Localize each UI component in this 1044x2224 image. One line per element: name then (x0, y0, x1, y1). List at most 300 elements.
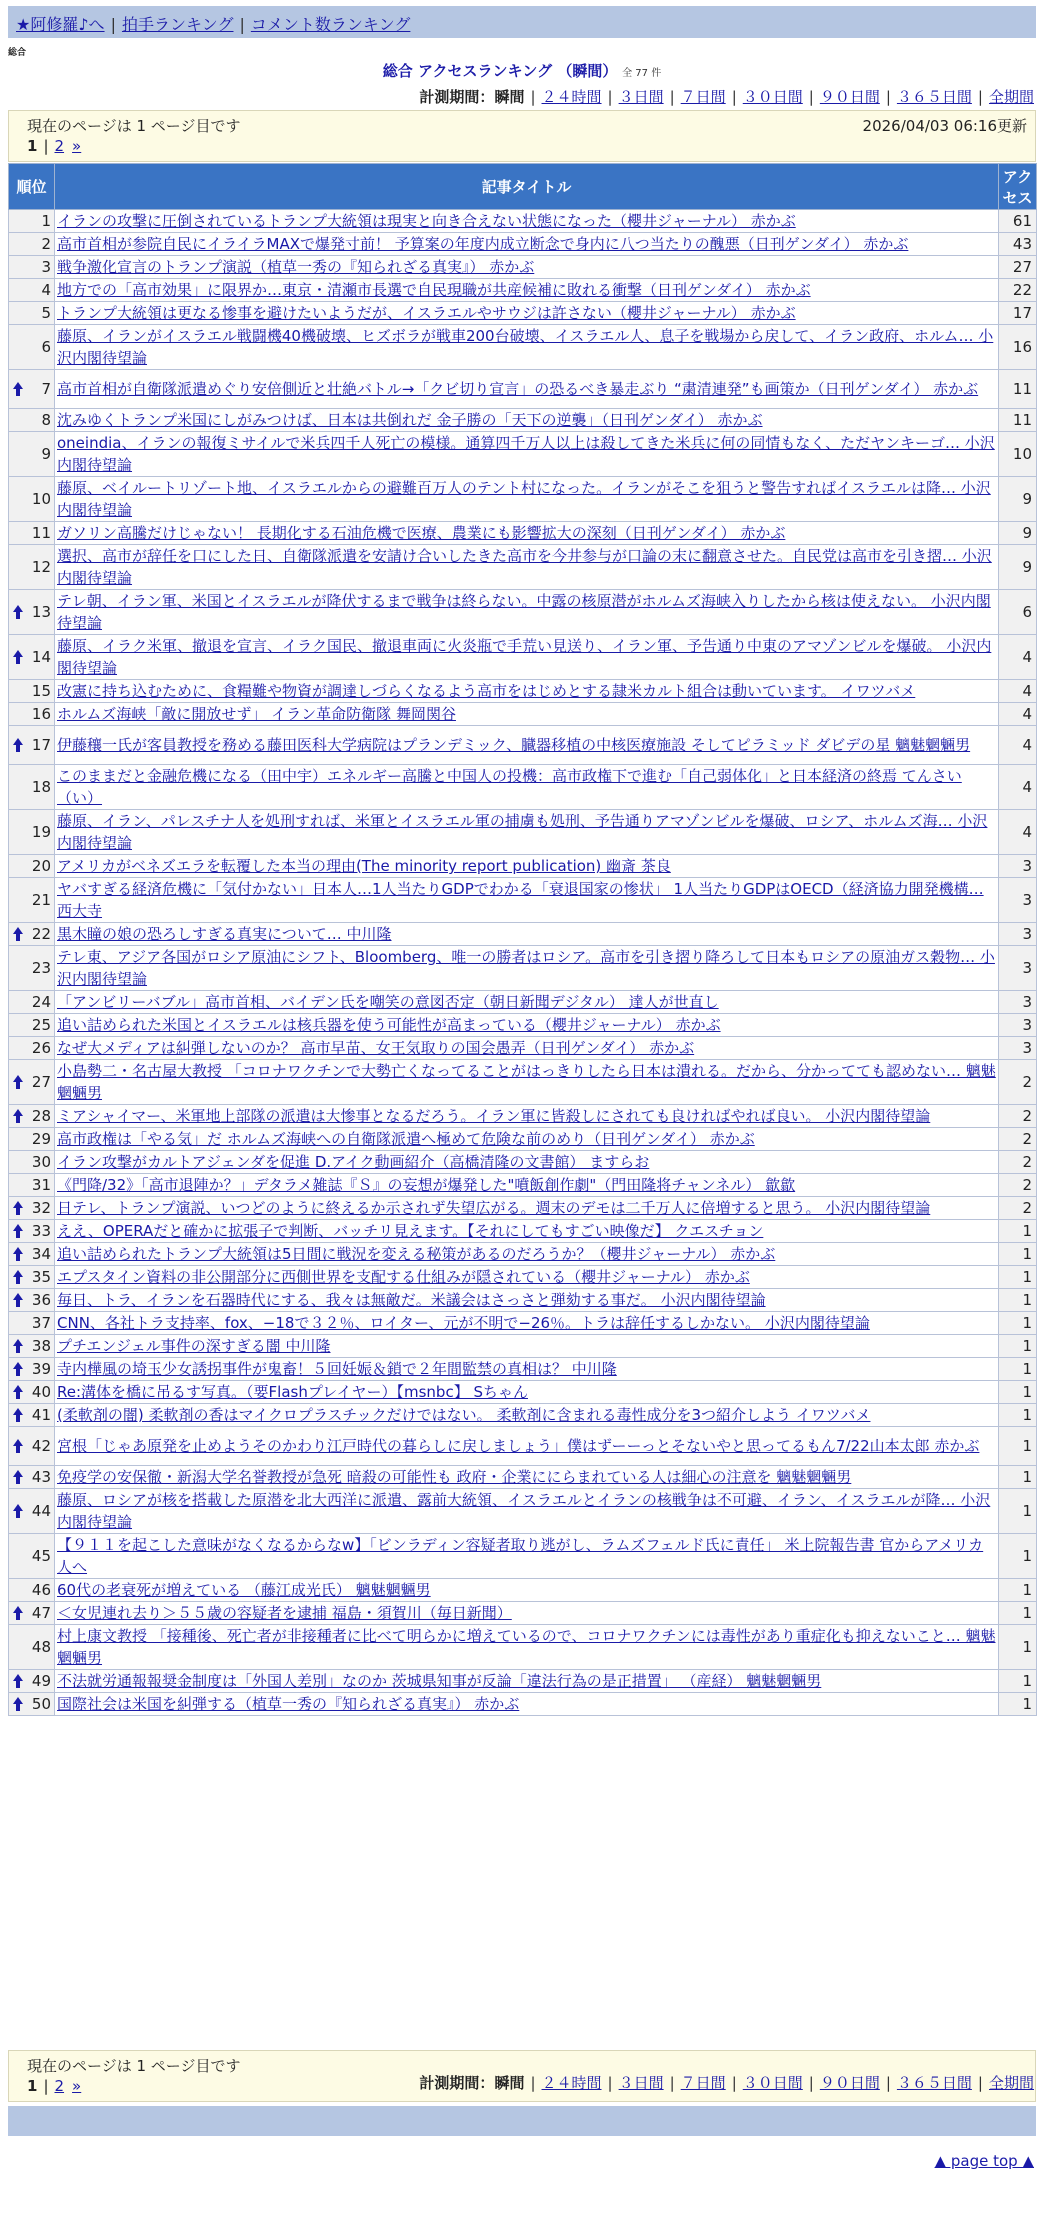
table-row (9, 1174, 1037, 1197)
article-link[interactable]: 村上康文教授 「接種後、死亡者が非接種者に比べて明らかに増えているので、コロナワクチンには毒性があり重症化も抑えないこと… 魑魅魍魎男 (57, 1627, 996, 1667)
article-link[interactable]: 【９１１を起こした意味がなくなるからなw】「ビンラディン容疑者取り逃がし、ラムズフェルド氏に責任」 米上院報告書 官からアメリカ人へ (57, 1536, 984, 1576)
table-row (9, 370, 1037, 409)
access-count: 1 (999, 1335, 1037, 1358)
rank-cell (9, 210, 55, 233)
rank-cell (9, 1243, 55, 1266)
table-row (9, 1693, 1037, 1716)
pagination (27, 2077, 81, 2095)
access-count: 1 (999, 1466, 1037, 1489)
rank-cell (9, 1197, 55, 1220)
article-link[interactable]: テレ東、アジア各国がロシア原油にシフト、Bloomberg、唯一の勝者はロシア。高市を引き摺り降ろして日本もロシアの原油ガス穀物… 小沢内閣待望論 (57, 948, 995, 988)
access-count: 2 (999, 1060, 1037, 1105)
rank-number: 33 (31, 1222, 51, 1240)
article-link[interactable]: イラン攻撃がカルトアジェンダを促進 D.アイク動画紹介（高橋清隆の文書館） ますらお (57, 1153, 650, 1171)
article-link[interactable]: 免疫学の安保徹・新潟大学名誉教授が急死 暗殺の可能性も 政府・企業ににらまれている人は細心の注意を 魑魅魍魎男 (57, 1468, 852, 1486)
access-count: 16 (999, 325, 1037, 370)
ranking-table (8, 163, 1037, 1716)
access-count: 1 (999, 1312, 1037, 1335)
table-row (9, 765, 1037, 810)
access-count: 1 (999, 1625, 1037, 1670)
title-cell (55, 1128, 999, 1151)
title-cell (55, 635, 999, 680)
access-count: 22 (999, 279, 1037, 302)
page-title: 総合 アクセスランキング （瞬間） (382, 62, 618, 80)
rank-cell (9, 1358, 55, 1381)
access-count: 2 (999, 1151, 1037, 1174)
rank-number: 13 (31, 603, 51, 621)
access-count: 1 (999, 1602, 1037, 1625)
period-separator: | (607, 88, 613, 106)
period-link[interactable]: ７日間 (680, 2074, 726, 2092)
rank-number: 38 (31, 1337, 51, 1355)
access-count: 3 (999, 991, 1037, 1014)
article-link[interactable]: ホルムズ海峡「敵に開放せず」 イラン革命防衛隊 舞岡関谷 (57, 705, 456, 723)
period-link[interactable]: ３６５日間 (896, 2074, 972, 2092)
access-count: 4 (999, 680, 1037, 703)
rank-cell (9, 635, 55, 680)
title-cell (55, 923, 999, 946)
article-link[interactable]: ええ、OPERAだと確かに拡張子で判断、バッチリ見えます。【それにしてもすごい映像だ】 クエスチョン (57, 1222, 764, 1240)
access-count: 1 (999, 1243, 1037, 1266)
rank-cell (9, 726, 55, 765)
rank-number: 8 (41, 411, 51, 429)
table-row (9, 1381, 1037, 1404)
rank-number: 5 (41, 304, 51, 322)
period-link[interactable]: ７日間 (680, 88, 726, 106)
rank-number: 18 (31, 778, 51, 796)
access-count: 9 (999, 522, 1037, 545)
rank-number: 16 (31, 705, 51, 723)
article-link[interactable]: 戦争激化宣言のトランプ演説（植草一秀の『知られざる真実』） 赤かぶ (57, 258, 535, 276)
access-count: 27 (999, 256, 1037, 279)
access-count: 4 (999, 726, 1037, 765)
title-cell (55, 1037, 999, 1060)
rank-number: 41 (31, 1406, 51, 1424)
title-cell (55, 233, 999, 256)
access-count: 2 (999, 1197, 1037, 1220)
nav-separator: | (239, 15, 245, 34)
access-count: 1 (999, 1266, 1037, 1289)
table-row (9, 590, 1037, 635)
rank-cell (9, 703, 55, 726)
article-link[interactable]: ＜女児連れ去り＞５５歳の容疑者を逮捕 福島・須賀川（毎日新聞） (57, 1604, 512, 1622)
category-tag: 総合 (8, 48, 27, 58)
table-row (9, 1358, 1037, 1381)
table-row (9, 923, 1037, 946)
title-cell (55, 1266, 999, 1289)
article-link[interactable]: 藤原、イランがイスラエル戦闘機40機破壊、ヒズボラが戦車200台破壊、イスラエル人、息子を戦場から戻して、イラン政府、ホルム… 小沢内閣待望論 (57, 327, 994, 367)
pagination (27, 137, 81, 155)
access-count: 11 (999, 370, 1037, 409)
title-cell (55, 765, 999, 810)
access-count: 1 (999, 1534, 1037, 1579)
ranking-rows (9, 210, 1037, 1716)
page-1-current: 1 (27, 2077, 38, 2095)
article-link[interactable]: なぜ大メディアは糾弾しないのか？ 高市早苗、女王気取りの国会愚弄（日刊ゲンダイ） 赤かぶ (57, 1039, 695, 1057)
title-cell (55, 590, 999, 635)
rank-number: 11 (31, 524, 51, 542)
rank-cell (9, 991, 55, 1014)
rank-number: 19 (31, 823, 51, 841)
rank-cell (9, 1693, 55, 1716)
table-row (9, 1105, 1037, 1128)
rank-number: 6 (41, 338, 51, 356)
rank-number: 30 (31, 1153, 51, 1171)
article-link[interactable]: プチエンジェル事件の深すぎる闇 中川隆 (57, 1337, 331, 1355)
table-row (9, 1037, 1037, 1060)
article-link[interactable]: 毎日、トラ、イランを石器時代にする、我々は無敵だ。米議会はさっさと弾劾する事だ。 小沢内閣待望論 (57, 1291, 766, 1309)
rank-number: 3 (41, 258, 51, 276)
article-link[interactable]: 高市首相が参院自民にイライラMAXで爆発寸前！ 予算案の年度内成立断念で身内に八つ当たりの醜悪（日刊ゲンダイ） 赤かぶ (57, 235, 909, 253)
access-count: 6 (999, 590, 1037, 635)
title-cell (55, 1466, 999, 1489)
rank-number: 31 (31, 1176, 51, 1194)
period-separator: | (530, 88, 536, 106)
title-cell (55, 1625, 999, 1670)
table-row (9, 302, 1037, 325)
access-count: 3 (999, 946, 1037, 991)
period-separator: | (530, 2074, 536, 2092)
rank-cell (9, 1037, 55, 1060)
period-link[interactable]: ３０日間 (742, 88, 803, 106)
title-cell (55, 1335, 999, 1358)
article-link[interactable]: 藤原、ロシアが核を搭載した原潜を北大西洋に派遣、露前大統領、イスラエルとイランの核戦争は不可避、イラン、イスラエルが降… 小沢内閣待望論 (57, 1491, 991, 1531)
rank-cell (9, 545, 55, 590)
article-link[interactable]: 選択、高市が辞任を口にした日、自衛隊派遣を安請け合いしたきた高市を今井参与が口論の末に翻意させた。自民党は高市を引き摺… 小沢内閣待望論 (57, 547, 992, 587)
access-count: 1 (999, 1404, 1037, 1427)
article-link[interactable]: Re:溝体を橋に吊るす写真。（要Flashプレイヤー）【msnbc】 Sちゃん (57, 1383, 528, 1401)
access-count: 17 (999, 302, 1037, 325)
table-row (9, 432, 1037, 477)
rank-number: 26 (31, 1039, 51, 1057)
access-count: 2 (999, 1174, 1037, 1197)
table-row (9, 1197, 1037, 1220)
rank-cell (9, 1174, 55, 1197)
title-cell (55, 325, 999, 370)
rank-number: 15 (31, 682, 51, 700)
article-link[interactable]: 不法就労通報報奨金制度は「外国人差別」なのか 茨城県知事が反論「違法行為の是正措置」 （産経） 魑魅魍魎男 (57, 1672, 822, 1690)
rank-number: 34 (31, 1245, 51, 1263)
table-row (9, 855, 1037, 878)
rank-cell (9, 590, 55, 635)
rank-number: 43 (31, 1468, 51, 1486)
period-link[interactable]: ９０日間 (819, 88, 880, 106)
access-count: 4 (999, 765, 1037, 810)
article-link[interactable]: 追い詰められた米国とイスラエルは核兵器を使う可能性が高まっている（櫻井ジャーナル） 赤かぶ (57, 1016, 721, 1034)
rank-number: 29 (31, 1130, 51, 1148)
article-link[interactable]: ガソリン高騰だけじゃない！ 長期化する石油危機で医療、農業にも影響拡大の深刻（日刊ゲンダイ） 赤かぶ (57, 524, 786, 542)
access-count: 4 (999, 703, 1037, 726)
title-cell (55, 1312, 999, 1335)
table-row (9, 256, 1037, 279)
period-separator: | (607, 2074, 613, 2092)
article-link[interactable]: 高市政権は「やる気」だ ホルムズ海峡への自衛隊派遣へ極めて危険な前のめり（日刊ゲンダイ） 赤かぶ (57, 1130, 755, 1148)
table-row (9, 680, 1037, 703)
title-cell (55, 1534, 999, 1579)
rank-number: 23 (31, 959, 51, 977)
updated-time: 2026/04/03 06:16更新 (862, 117, 1027, 135)
table-row (9, 1579, 1037, 1602)
period-selector-top (419, 86, 1034, 107)
table-row (9, 1466, 1037, 1489)
article-link[interactable]: 小島勢二・名古屋大教授 「コロナワクチンで大勢亡くなってることがはっきりしたら日本は潰れる。だから、分かってても認めない… 魑魅魍魎男 (57, 1062, 996, 1102)
rank-cell (9, 810, 55, 855)
article-link[interactable]: このままだと金融危機になる（田中宇）エネルギー高騰と中国人の投機：高市政権下で進む「自己弱体化」と日本経済の終焉 てんさい（い） (57, 767, 962, 807)
access-count: 9 (999, 545, 1037, 590)
title-cell (55, 1693, 999, 1716)
current-page-text: 現在のページは 1 ページ目です (27, 2057, 241, 2075)
period-separator: | (977, 2074, 983, 2092)
title-cell (55, 522, 999, 545)
article-link[interactable]: 沈みゆくトランプ米国にしがみつけば、日本は共倒れだ 金子勝の「天下の逆襲」（日刊ゲンダイ） 赤かぶ (57, 411, 763, 429)
access-count: 4 (999, 810, 1037, 855)
table-row (9, 635, 1037, 680)
access-count: 2 (999, 1105, 1037, 1128)
article-link[interactable]: 藤原、ベイルートリゾート地、イスラエルからの避難百万人のテント村になった。イランがそこを狙うと警告すればイスラエルは降… 小沢内閣待望論 (57, 479, 991, 519)
table-row (9, 1489, 1037, 1534)
title-cell (55, 256, 999, 279)
title-cell (55, 703, 999, 726)
title-cell (55, 1243, 999, 1266)
period-separator: | (885, 88, 891, 106)
rank-cell (9, 370, 55, 409)
table-row (9, 1534, 1037, 1579)
table-row (9, 1625, 1037, 1670)
rank-number: 21 (31, 891, 51, 909)
access-count: 1 (999, 1670, 1037, 1693)
article-link[interactable]: アメリカがベネズエラを転覆した本当の理由(The minority report publication) 幽斎 茶良 (57, 857, 671, 875)
period-link[interactable]: ３日間 (618, 88, 664, 106)
title-cell (55, 946, 999, 991)
rank-cell (9, 878, 55, 923)
table-row (9, 703, 1037, 726)
rank-cell (9, 923, 55, 946)
article-link[interactable]: 藤原、イラク米軍、撤退を宣言、イラク国民、撤退車両に火炎瓶で手荒い見送り、イラン軍、予告通り中東のアマゾンビルを爆破。 小沢内閣待望論 (57, 637, 992, 677)
access-count: 3 (999, 1037, 1037, 1060)
rank-cell (9, 855, 55, 878)
access-count: 3 (999, 923, 1037, 946)
footer-bar (8, 2106, 1036, 2136)
article-link[interactable]: 60代の老衰死が増えている （藤江成光氏） 魑魅魍魎男 (57, 1581, 431, 1599)
title-cell (55, 1427, 999, 1466)
period-link[interactable]: ３日間 (618, 2074, 664, 2092)
period-link[interactable]: ３０日間 (742, 2074, 803, 2092)
article-link[interactable]: 寺内樺風の埼玉少女誘拐事件が鬼畜！５回妊娠＆鎖で２年間監禁の真相は？ 中川隆 (57, 1360, 617, 1378)
article-link[interactable]: (柔軟剤の闇) 柔軟剤の香はマイクロプラスチックだけではない。 柔軟剤に含まれる毒性成分を3つ紹介しよう イワツバメ (57, 1406, 871, 1424)
article-link[interactable]: 黒木瞳の娘の恐ろしすぎる真実について… 中川隆 (57, 925, 392, 943)
title-cell (55, 1404, 999, 1427)
access-count: 1 (999, 1427, 1037, 1466)
rank-cell (9, 432, 55, 477)
applause-ranking-link[interactable]: 拍手ランキング (121, 15, 234, 34)
page-1-current: 1 (27, 137, 38, 155)
article-link[interactable]: 日テレ、トランプ演説、いつどのように終えるか示されず失望広がる。週末のデモは二千万人に倍増すると思う。 小沢内閣待望論 (57, 1199, 931, 1217)
article-link[interactable]: テレ朝、イラン軍、米国とイスラエルが降伏するまで戦争は終らない。中露の核原潜がホルムズ海峡入りしたから核は使えない。 小沢内閣待望論 (57, 592, 991, 632)
article-link[interactable]: イランの攻撃に圧倒されているトランプ大統領は現実と向き合えない状態になった（櫻井ジャーナル） 赤かぶ (57, 212, 796, 230)
rank-cell (9, 233, 55, 256)
article-link[interactable]: oneindia、イランの報復ミサイルで米兵四千人死亡の模様。通算四千万人以上は殺してきた米兵に何の同情もなく、ただヤンキーゴ… 小沢内閣待望論 (57, 434, 995, 474)
rank-cell (9, 279, 55, 302)
rank-number: 22 (31, 925, 51, 943)
rank-cell (9, 1335, 55, 1358)
article-link[interactable]: 高市首相が自衛隊派遣めぐり安倍側近と壮絶バトル→「クビ切り宣言」の恐るべき暴走ぶり “粛清連発”も画策か（日刊ゲンダイ） 赤かぶ (57, 380, 979, 398)
rank-cell (9, 1381, 55, 1404)
rank-cell (9, 1014, 55, 1037)
title-cell (55, 810, 999, 855)
comment-ranking-link[interactable]: コメント数ランキング (250, 15, 411, 34)
title-cell (55, 1197, 999, 1220)
access-count: 3 (999, 855, 1037, 878)
rank-cell (9, 477, 55, 522)
table-row (9, 1670, 1037, 1693)
rank-cell (9, 1489, 55, 1534)
table-row (9, 1014, 1037, 1037)
article-link[interactable]: 《門降/32》「高市退陣か？」デタラメ雑誌『Ｓ』の妄想が爆発した"噴飯創作劇"（門田隆将チャンネル） 歙歙 (57, 1176, 796, 1194)
access-count: 3 (999, 878, 1037, 923)
table-row (9, 991, 1037, 1014)
article-link[interactable]: 改憲に持ち込むために、食糧難や物資が調達しづらくなるよう高市をはじめとする隷米カルト組合は動いています。 イワツバメ (57, 682, 916, 700)
title-cell (55, 1174, 999, 1197)
table-row (9, 1243, 1037, 1266)
rank-cell (9, 1312, 55, 1335)
period-link[interactable]: ３６５日間 (896, 88, 972, 106)
period-link[interactable]: ２４時間 (541, 2074, 602, 2092)
article-link[interactable]: 国際社会は米国を糾弾する（植草一秀の『知られざる真実』） 赤かぶ (57, 1695, 520, 1713)
article-link[interactable]: 地方での「高市効果」に限界か…東京・清瀬市長選で自民現職が共産候補に敗れる衝撃（日刊ゲンダイ） 赤かぶ (57, 281, 811, 299)
table-row (9, 1312, 1037, 1335)
article-link[interactable]: 宮根「じゃあ原発を止めようそのかわり江戸時代の暮らしに戻しましょう」僕はずーーっとそないやと思ってるもん7/22山本太郎 赤かぶ (57, 1437, 980, 1455)
access-count: 1 (999, 1220, 1037, 1243)
page-top-link[interactable]: ▲ page top ▲ (934, 2152, 1034, 2170)
period-separator: | (731, 88, 737, 106)
table-row (9, 325, 1037, 370)
period-current: 瞬間 (494, 2074, 525, 2092)
rank-number: 12 (31, 558, 51, 576)
title-cell (55, 726, 999, 765)
article-link[interactable]: ミアシャイマー、米軍地上部隊の派遣は大惨事となるだろう。イラン軍に皆殺しにされても良ければやれば良い。 小沢内閣待望論 (57, 1107, 931, 1125)
table-row (9, 1404, 1037, 1427)
rank-cell (9, 325, 55, 370)
period-current: 瞬間 (494, 88, 525, 106)
table-row (9, 1427, 1037, 1466)
page-2-link[interactable]: 2 (54, 137, 65, 155)
rank-number: 46 (31, 1581, 51, 1599)
period-link[interactable]: 全期間 (988, 88, 1034, 106)
rank-number: 48 (31, 1638, 51, 1656)
next-page-link[interactable]: » (72, 137, 82, 155)
rank-cell (9, 765, 55, 810)
table-row (9, 1266, 1037, 1289)
rank-number: 17 (31, 736, 51, 754)
period-separator: | (808, 88, 814, 106)
article-link[interactable]: エプスタイン資料の非公開部分に西側世界を支配する仕組みが隠されている（櫻井ジャーナル） 赤かぶ (57, 1268, 750, 1286)
rank-number: 44 (31, 1502, 51, 1520)
rank-cell (9, 522, 55, 545)
rank-number: 35 (31, 1268, 51, 1286)
rank-number: 27 (31, 1073, 51, 1091)
table-row (9, 279, 1037, 302)
table-row (9, 1060, 1037, 1105)
table-row (9, 477, 1037, 522)
access-count: 9 (999, 477, 1037, 522)
access-count: 1 (999, 1381, 1037, 1404)
rank-cell (9, 680, 55, 703)
table-row (9, 1220, 1037, 1243)
rank-cell (9, 1625, 55, 1670)
article-link[interactable]: トランプ大統領は更なる惨事を避けたいようだが、イスラエルやサウジは許さない（櫻井ジャーナル） 赤かぶ (57, 304, 796, 322)
table-row (9, 409, 1037, 432)
rank-number: 10 (31, 490, 51, 508)
title-cell (55, 302, 999, 325)
table-row (9, 726, 1037, 765)
period-link[interactable]: ２４時間 (541, 88, 602, 106)
article-link[interactable]: 伊藤穰一氏が客員教授を務める藤田医科大学病院はプランデミック、臓器移植の中核医療施設 そしてピラミッド ダビデの星 魑魅魍魎男 (57, 736, 971, 754)
home-link[interactable]: ★阿修羅♪へ (16, 15, 105, 34)
table-row (9, 1602, 1037, 1625)
title-cell (55, 878, 999, 923)
rank-number: 4 (41, 281, 51, 299)
page-info-top (8, 110, 1036, 162)
rank-cell (9, 302, 55, 325)
next-page-link[interactable]: » (72, 2077, 82, 2095)
rank-number: 37 (31, 1314, 51, 1332)
access-count: 43 (999, 233, 1037, 256)
rank-cell (9, 1151, 55, 1174)
table-row (9, 233, 1037, 256)
page-separator: | (43, 2077, 49, 2095)
period-link[interactable]: ９０日間 (819, 2074, 880, 2092)
table-row (9, 545, 1037, 590)
top-nav-bar (8, 6, 1036, 38)
title-cell (55, 1105, 999, 1128)
period-separator: | (808, 2074, 814, 2092)
title-cell (55, 1579, 999, 1602)
rank-number: 42 (31, 1437, 51, 1455)
table-row (9, 1151, 1037, 1174)
nav-separator: | (110, 15, 116, 34)
rank-cell (9, 1220, 55, 1243)
rank-number: 47 (31, 1604, 51, 1622)
access-count: 1 (999, 1489, 1037, 1534)
page-2-link[interactable]: 2 (54, 2077, 65, 2095)
article-link[interactable]: CNN、各社トラ支持率、fox、−18で３２％、ロイター、元が不明で−26％。トラは辞任するしかない。 小沢内閣待望論 (57, 1314, 870, 1332)
period-separator: | (885, 2074, 891, 2092)
article-link[interactable]: 追い詰められたトランプ大統領は5日間に戦況を変える秘策があるのだろうか？（櫻井ジャーナル） 赤かぶ (57, 1245, 776, 1263)
rank-cell (9, 1427, 55, 1466)
rank-cell (9, 1534, 55, 1579)
rank-cell (9, 1266, 55, 1289)
title-cell (55, 1602, 999, 1625)
title-cell (55, 432, 999, 477)
rank-number: 1 (41, 212, 51, 230)
rank-number: 36 (31, 1291, 51, 1309)
article-link[interactable]: ヤバすぎる経済危機に「気付かない」日本人…1人当たりGDPでわかる「衰退国家の惨状」 1人当たりGDPはOECD（経済協力開発機構… 西大寺 (57, 880, 984, 920)
rank-number: 24 (31, 993, 51, 1011)
period-separator: | (731, 2074, 737, 2092)
access-header: アクセス (999, 164, 1037, 210)
title-cell (55, 1289, 999, 1312)
article-link[interactable]: 藤原、イラン、パレスチナ人を処刑すれば、米軍とイスラエル軍の捕虜も処刑、予告通りアマゾンビルを爆破、ロシア、ホルムズ海… 小沢内閣待望論 (57, 812, 988, 852)
title-cell (55, 279, 999, 302)
rank-cell (9, 1128, 55, 1151)
table-row (9, 210, 1037, 233)
rank-number: 25 (31, 1016, 51, 1034)
article-link[interactable]: 「アンビリーバブル」高市首相、バイデン氏を嘲笑の意図否定（朝日新聞デジタル） 達人が世直し (57, 993, 719, 1011)
period-link[interactable]: 全期間 (988, 2074, 1034, 2092)
rank-number: 7 (41, 380, 51, 398)
access-count: 4 (999, 635, 1037, 680)
rank-number: 49 (31, 1672, 51, 1690)
